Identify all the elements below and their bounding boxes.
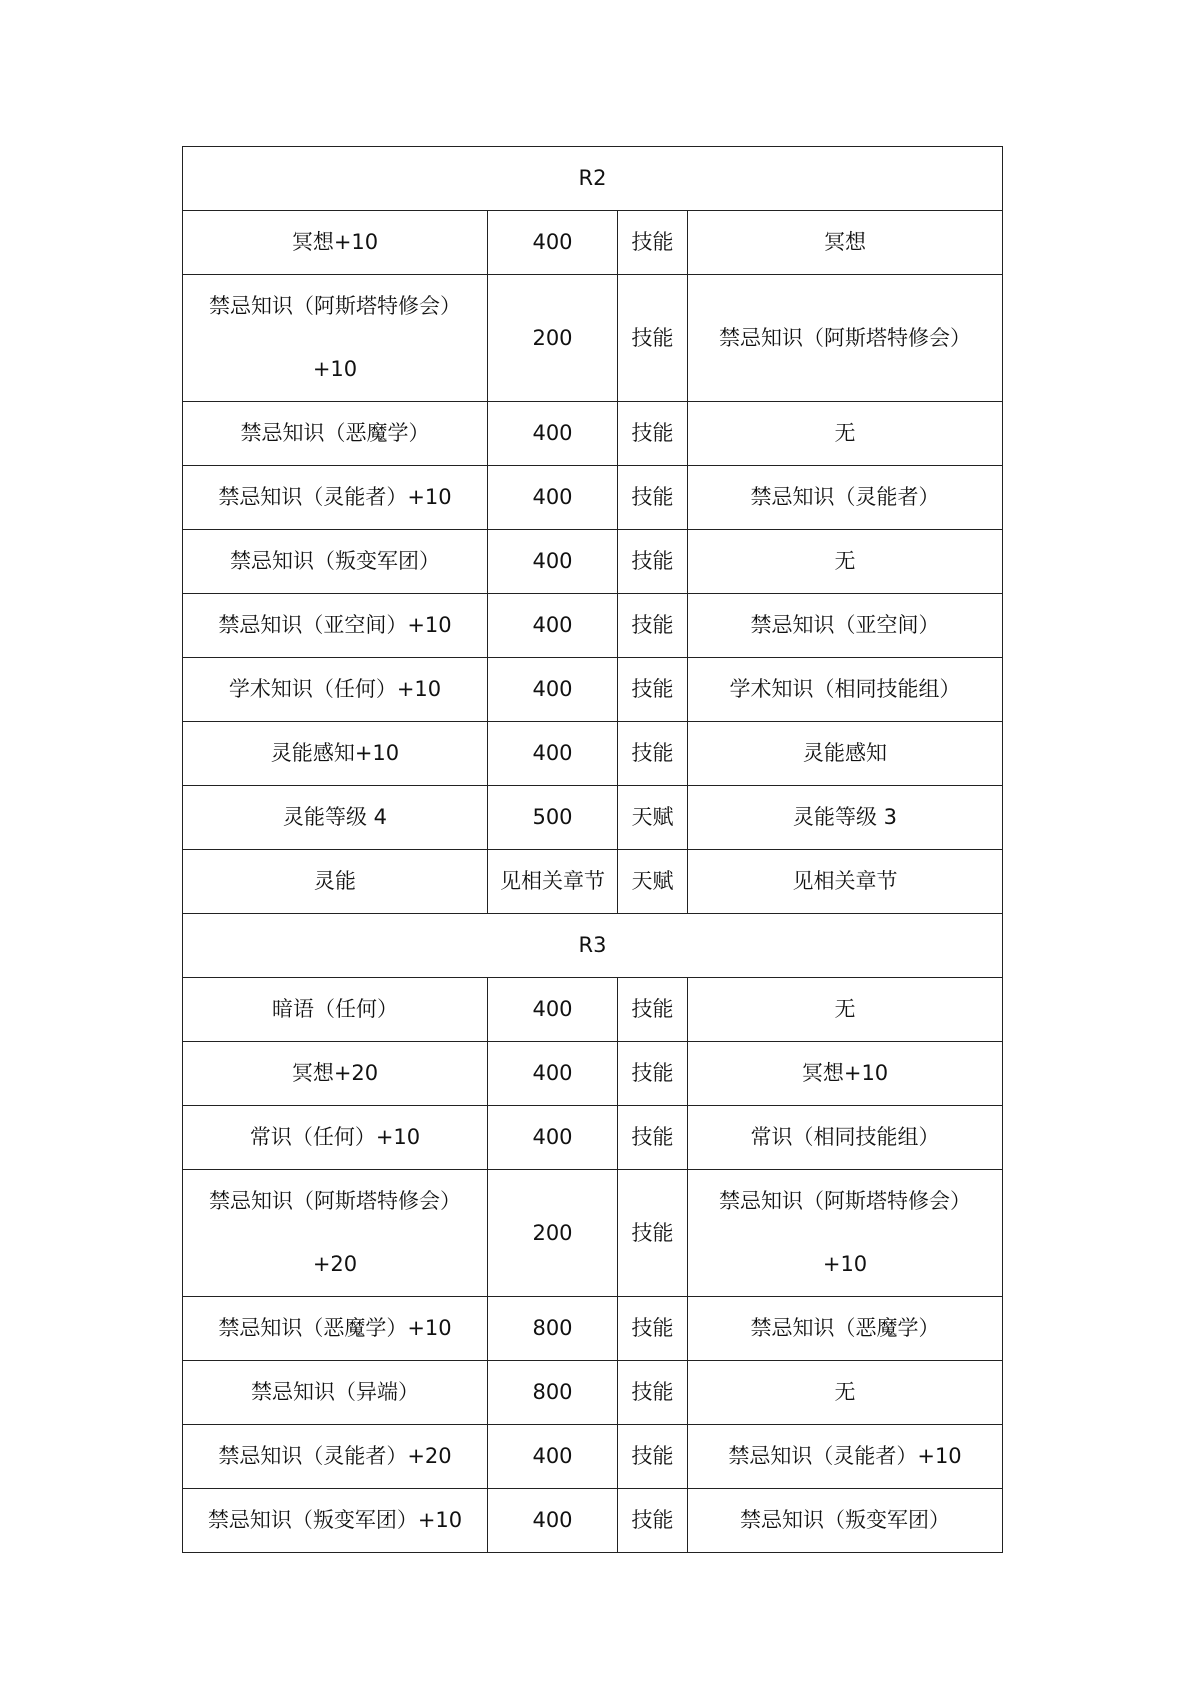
- table-row: [183, 466, 1003, 530]
- table-row: [183, 1170, 1003, 1297]
- table-row: [183, 1489, 1003, 1553]
- advance-cell: [183, 1297, 488, 1361]
- table-row: [183, 530, 1003, 594]
- cost-cell: 见相关章节: [488, 850, 618, 914]
- type-cell: 技能: [618, 211, 688, 275]
- type-cell: 技能: [618, 658, 688, 722]
- prereq-cell: [688, 1361, 1003, 1425]
- advance-cell-line: 禁忌知识（叛变军团）: [230, 549, 440, 573]
- cost-cell: 400: [488, 466, 618, 530]
- prereq-cell-line: 见相关章节: [792, 869, 898, 893]
- advance-cell: [183, 658, 488, 722]
- cost-cell: 400: [488, 722, 618, 786]
- advance-cell-line: 禁忌知识（恶魔学）+10: [218, 1316, 452, 1340]
- table-row: [183, 1425, 1003, 1489]
- advance-cell-line: 冥想+20: [291, 1061, 379, 1085]
- prereq-cell-line: 禁忌知识（灵能者）: [750, 485, 940, 509]
- table-row: [183, 1106, 1003, 1170]
- section-header-row: [183, 147, 1003, 211]
- advance-cell-line: 禁忌知识（亚空间）+10: [218, 613, 452, 637]
- table-row: [183, 786, 1003, 850]
- type-cell: 技能: [618, 275, 688, 402]
- advance-cell-line: 禁忌知识（阿斯塔特修会）: [209, 1189, 461, 1213]
- type-cell: 技能: [618, 594, 688, 658]
- advance-cell-line: 灵能感知+10: [270, 741, 400, 765]
- advance-cell: [183, 978, 488, 1042]
- prereq-cell: [688, 530, 1003, 594]
- prereq-cell: [688, 658, 1003, 722]
- advance-cell-line: 禁忌知识（灵能者）+10: [218, 485, 452, 509]
- cost-cell: 400: [488, 1106, 618, 1170]
- type-cell: 技能: [618, 1170, 688, 1297]
- prereq-cell-line: 禁忌知识（叛变军团）: [740, 1508, 950, 1532]
- cost-cell: 400: [488, 530, 618, 594]
- advance-cell: [183, 850, 488, 914]
- advances-table: [182, 146, 1003, 1553]
- table-row: [183, 1361, 1003, 1425]
- type-cell: 技能: [618, 1489, 688, 1553]
- type-cell: 技能: [618, 466, 688, 530]
- table-row: [183, 1297, 1003, 1361]
- prereq-cell: [688, 978, 1003, 1042]
- type-cell: 技能: [618, 530, 688, 594]
- prereq-cell-line: 学术知识（相同技能组）: [729, 677, 961, 701]
- table-row: [183, 658, 1003, 722]
- advance-cell: [183, 594, 488, 658]
- advance-cell-line: 禁忌知识（灵能者）+20: [218, 1444, 452, 1468]
- prereq-cell: [688, 275, 1003, 402]
- cost-cell: 400: [488, 1489, 618, 1553]
- prereq-cell-line: 无: [834, 549, 856, 573]
- advance-cell-line: 禁忌知识（阿斯塔特修会）: [209, 294, 461, 318]
- prereq-cell-line: 灵能等级 3: [792, 805, 898, 829]
- table-row: [183, 850, 1003, 914]
- prereq-cell: [688, 1106, 1003, 1170]
- section-title: R3: [183, 914, 1003, 978]
- advance-cell: [183, 1042, 488, 1106]
- prereq-cell: [688, 1297, 1003, 1361]
- advance-cell: [183, 1425, 488, 1489]
- advance-cell-line: +10: [312, 357, 358, 381]
- table-row: [183, 1042, 1003, 1106]
- prereq-cell: [688, 786, 1003, 850]
- cost-cell: 800: [488, 1297, 618, 1361]
- type-cell: 技能: [618, 1042, 688, 1106]
- table-row: [183, 402, 1003, 466]
- type-cell: 天赋: [618, 850, 688, 914]
- section-title: R2: [183, 147, 1003, 211]
- type-cell: 技能: [618, 978, 688, 1042]
- type-cell: 技能: [618, 1361, 688, 1425]
- advance-cell-line: 常识（任何）+10: [249, 1125, 421, 1149]
- prereq-cell: [688, 722, 1003, 786]
- type-cell: 技能: [618, 722, 688, 786]
- type-cell: 技能: [618, 402, 688, 466]
- advance-cell: [183, 211, 488, 275]
- prereq-cell: [688, 1489, 1003, 1553]
- cost-cell: 400: [488, 211, 618, 275]
- table-row: [183, 211, 1003, 275]
- cost-cell: 500: [488, 786, 618, 850]
- table-row: [183, 722, 1003, 786]
- prereq-cell: [688, 1042, 1003, 1106]
- cost-cell: 400: [488, 402, 618, 466]
- cost-cell: 400: [488, 1042, 618, 1106]
- table-row: [183, 275, 1003, 402]
- prereq-cell-line: 灵能感知: [803, 741, 887, 765]
- cost-cell: 400: [488, 978, 618, 1042]
- cost-cell: 400: [488, 1425, 618, 1489]
- cost-cell: 200: [488, 275, 618, 402]
- prereq-cell: [688, 850, 1003, 914]
- advance-cell-line: 暗语（任何）: [272, 997, 398, 1021]
- advance-cell: [183, 786, 488, 850]
- prereq-cell: [688, 466, 1003, 530]
- advance-cell: [183, 1489, 488, 1553]
- prereq-cell-line: +10: [822, 1252, 868, 1276]
- cost-cell: 400: [488, 594, 618, 658]
- advance-cell-line: 灵能: [314, 869, 356, 893]
- prereq-cell-line: 禁忌知识（亚空间）: [750, 613, 940, 637]
- advance-cell: [183, 1361, 488, 1425]
- prereq-cell-line: 无: [834, 1380, 856, 1404]
- advance-cell-line: 禁忌知识（叛变军团）+10: [207, 1508, 463, 1532]
- advance-cell: [183, 402, 488, 466]
- prereq-cell-line: 禁忌知识（阿斯塔特修会）: [719, 325, 971, 350]
- advance-cell-line: 灵能等级 4: [282, 805, 388, 829]
- advance-cell: [183, 1106, 488, 1170]
- prereq-cell-line: 冥想+10: [801, 1061, 889, 1085]
- advance-cell: [183, 722, 488, 786]
- prereq-cell: [688, 1425, 1003, 1489]
- advance-cell-line: 禁忌知识（恶魔学）: [240, 421, 430, 445]
- advance-cell: [183, 275, 488, 402]
- prereq-cell: [688, 1170, 1003, 1297]
- advance-cell-line: +20: [312, 1252, 358, 1276]
- prereq-cell-line: 无: [834, 421, 856, 445]
- advance-cell: [183, 1170, 488, 1297]
- prereq-cell-line: 常识（相同技能组）: [750, 1125, 940, 1149]
- advance-cell-line: 学术知识（任何）+10: [228, 677, 442, 701]
- advances-table-body: [183, 147, 1003, 1553]
- type-cell: 天赋: [618, 786, 688, 850]
- prereq-cell: [688, 594, 1003, 658]
- prereq-cell: [688, 402, 1003, 466]
- prereq-cell-line: 冥想: [824, 230, 866, 254]
- prereq-cell-line: 禁忌知识（恶魔学）: [750, 1316, 940, 1340]
- advance-cell: [183, 466, 488, 530]
- type-cell: 技能: [618, 1106, 688, 1170]
- cost-cell: 400: [488, 658, 618, 722]
- cost-cell: 200: [488, 1170, 618, 1297]
- type-cell: 技能: [618, 1297, 688, 1361]
- section-header-row: [183, 914, 1003, 978]
- prereq-cell: [688, 211, 1003, 275]
- advance-cell-line: 禁忌知识（异端）: [251, 1380, 419, 1404]
- advance-cell-line: 冥想+10: [291, 230, 379, 254]
- prereq-cell-line: 禁忌知识（阿斯塔特修会）: [719, 1189, 971, 1213]
- prereq-cell-line: 无: [834, 997, 856, 1021]
- table-row: [183, 978, 1003, 1042]
- cost-cell: 800: [488, 1361, 618, 1425]
- table-row: [183, 594, 1003, 658]
- advance-cell: [183, 530, 488, 594]
- prereq-cell-line: 禁忌知识（灵能者）+10: [728, 1444, 962, 1468]
- type-cell: 技能: [618, 1425, 688, 1489]
